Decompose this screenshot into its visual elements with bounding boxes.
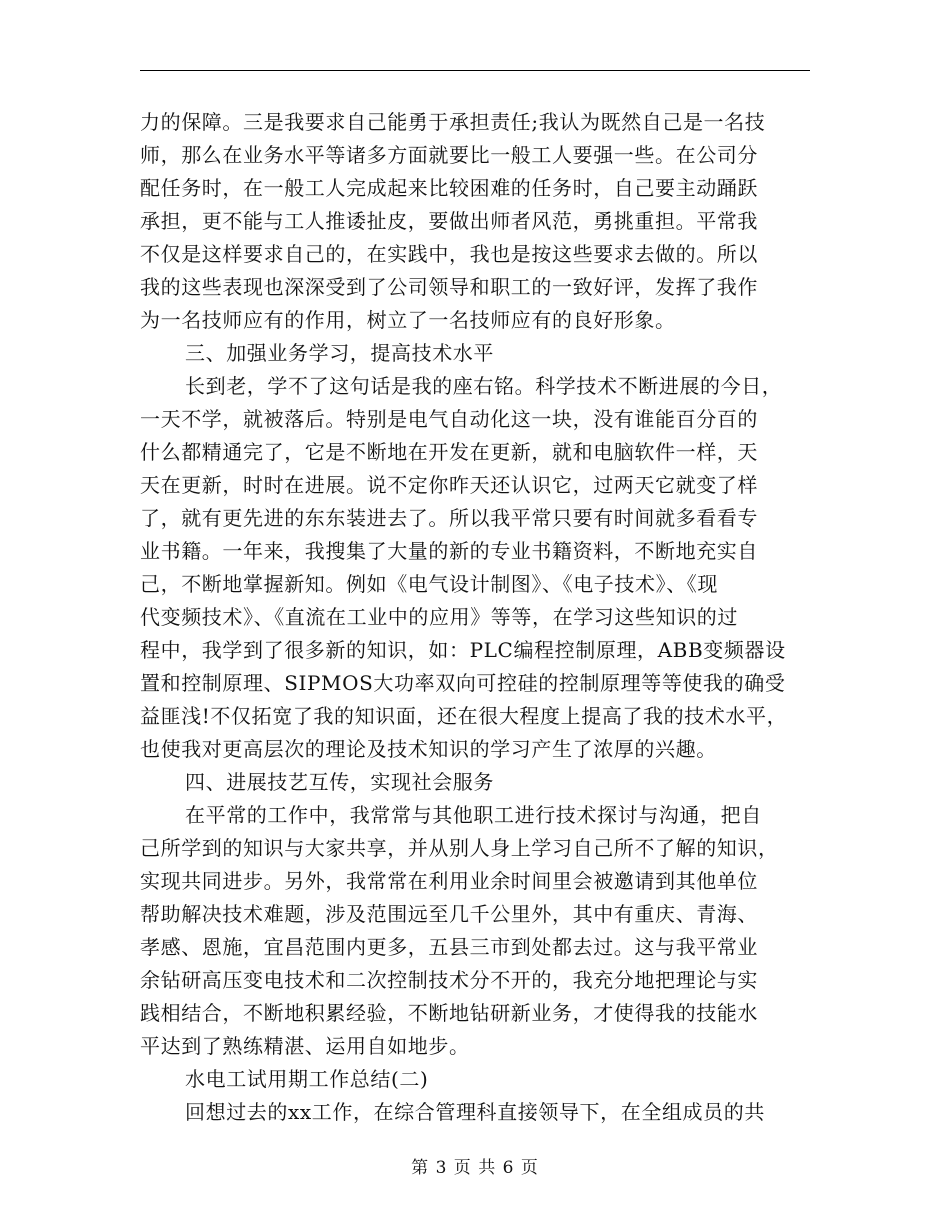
text-line: 四、进展技艺互传，实现社会服务: [185, 770, 494, 794]
text-line: 长到老，学不了这句话是我的座右铭。科学技术不断进展的今日，: [185, 374, 783, 398]
text-line: 代变频技术》、《直流在工业中的应用》等等，在学习这些知识的过: [140, 605, 738, 629]
text-line: 在平常的工作中，我常常与其他职工进行技术探讨与沟通，把自: [185, 803, 762, 827]
document-body: [140, 106, 820, 1129]
text-line: 什么都精通完了，它是不断地在开发在更新，就和电脑软件一样，天: [140, 440, 758, 464]
text-line: 余钻研高压变电技术和二次控制技术分不开的，我充分地把理论与实: [140, 968, 758, 992]
text-line: 力的保障。三是我要求自己能勇于承担责任;我认为既然自己是一名技: [140, 110, 766, 134]
text-line: 回想过去的xx工作，在综合管理科直接领导下，在全组成员的共: [185, 1100, 765, 1124]
text-line: 践相结合，不断地积累经验，不断地钻研新业务，才使得我的技能水: [140, 1001, 758, 1025]
header-rule: [140, 70, 810, 71]
text-line: 不仅是这样要求自己的，在实践中，我也是按这些要求去做的。所以: [140, 242, 758, 266]
text-line: 平达到了熟练精湛、运用自如地步。: [140, 1034, 470, 1058]
text-line: 程中，我学到了很多新的知识，如：PLC编程控制原理，ABB变频器设: [140, 638, 786, 662]
text-line: 业书籍。一年来，我搜集了大量的新的专业书籍资料，不断地充实自: [140, 539, 758, 563]
text-line: 也使我对更高层次的理论及技术知识的学习产生了浓厚的兴趣。: [140, 737, 717, 761]
text-line: 实现共同进步。另外，我常常在利用业余时间里会被邀请到其他单位: [140, 869, 758, 893]
page-footer: 第 3 页 共 6 页: [411, 1158, 539, 1178]
text-line: 孝感、恩施，宜昌范围内更多，五县三市到处都去过。这与我平常业: [140, 935, 758, 959]
text-line: 己，不断地掌握新知。例如《电气设计制图》、《电子技术》、《现: [140, 572, 718, 596]
text-line: 师，那么在业务水平等诸多方面就要比一般工人要强一些。在公司分: [140, 143, 758, 167]
text-line: 一天不学，就被落后。特别是电气自动化这一块，没有谁能百分百的: [140, 407, 758, 431]
text-line: 己所学到的知识与大家共享，并从别人身上学习自己所不了解的知识，: [140, 836, 779, 860]
text-line: 三、加强业务学习，提高技术水平: [185, 341, 494, 365]
text-line: 承担，更不能与工人推诿扯皮，要做出师者风范，勇挑重担。平常我: [140, 209, 758, 233]
text-line: 为一名技师应有的作用，树立了一名技师应有的良好形象。: [140, 308, 676, 332]
text-line: 天在更新，时时在进展。说不定你昨天还认识它，过两天它就变了样: [140, 473, 758, 497]
text-line: 帮助解决技术难题，涉及范围远至几千公里外，其中有重庆、青海、: [140, 902, 758, 926]
text-line: 益匪浅!不仅拓宽了我的知识面，还在很大程度上提高了我的技术水平，: [140, 704, 788, 728]
text-line: 我的这些表现也深深受到了公司领导和职工的一致好评，发挥了我作: [140, 275, 758, 299]
text-line: 配任务时，在一般工人完成起来比较困难的任务时，自己要主动踊跃: [140, 176, 758, 200]
text-line: 了，就有更先进的东东装进去了。所以我平常只要有时间就多看看专: [140, 506, 758, 530]
text-line: 置和控制原理、SIPMOS大功率双向可控硅的控制原理等等使我的确受: [140, 671, 786, 695]
text-line: 水电工试用期工作总结(二): [185, 1067, 429, 1091]
